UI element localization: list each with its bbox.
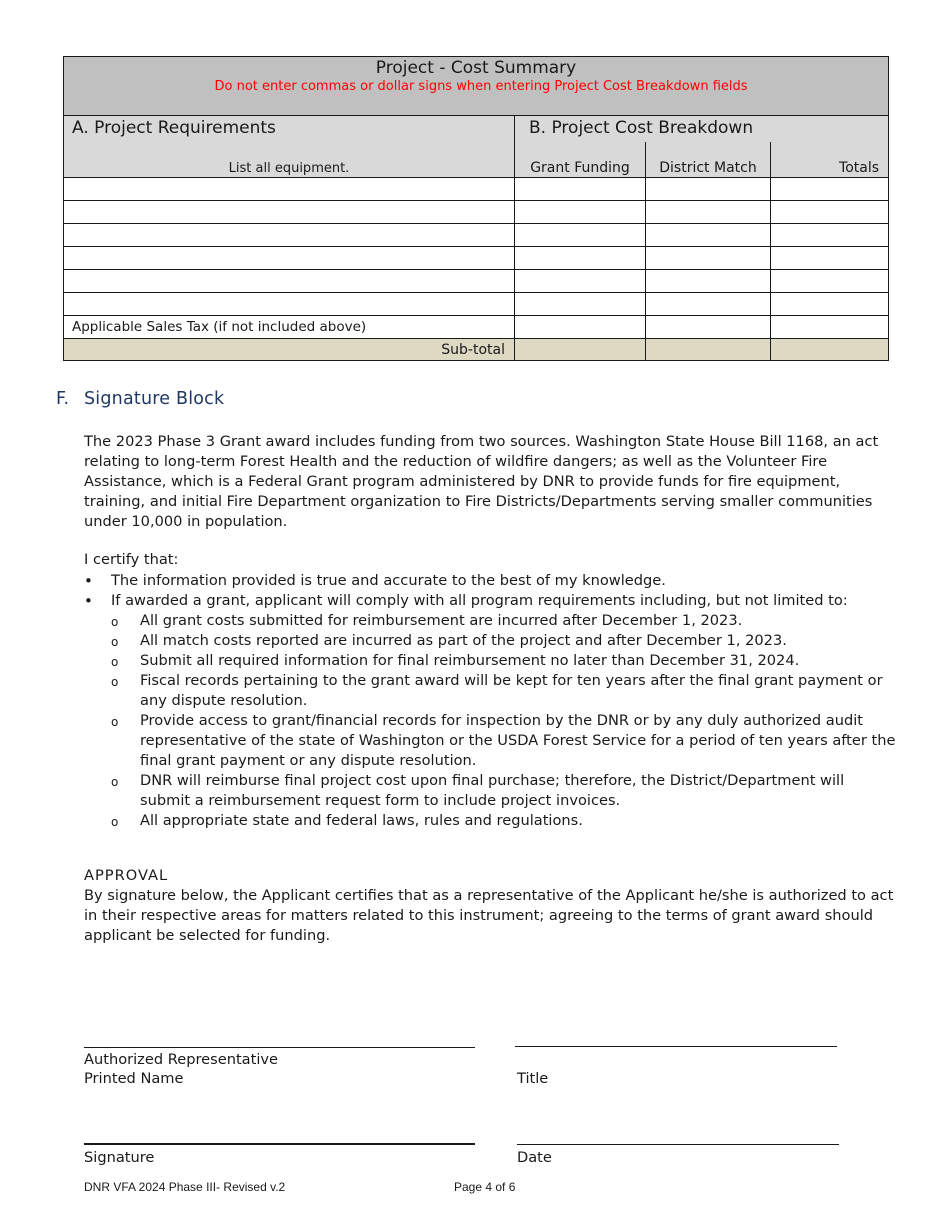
district-match-input[interactable] <box>646 201 771 224</box>
title-line[interactable] <box>515 1046 837 1047</box>
subtotal-total-field <box>771 339 889 361</box>
bullet-text: If awarded a grant, applicant will comply with all program requirements including, but not limited to: <box>111 592 848 609</box>
table-row <box>64 224 889 247</box>
grant-funding-input[interactable] <box>515 224 646 247</box>
subtotal-row <box>64 339 889 361</box>
totals-input[interactable] <box>771 224 889 247</box>
printed-name-line[interactable] <box>84 1047 475 1048</box>
district-match-input[interactable] <box>646 178 771 201</box>
bullet-text: The information provided is true and accurate to the best of my knowledge. <box>111 572 666 589</box>
district-match-input[interactable] <box>646 293 771 316</box>
signature-line[interactable] <box>84 1143 475 1145</box>
requirement-input[interactable] <box>64 201 515 224</box>
date-label: Date <box>517 1149 552 1166</box>
section-letter: F. <box>56 389 70 409</box>
list-item: o Submit all required information for final reimbursement no later than December 31, 2024. <box>111 651 896 671</box>
table-row <box>64 270 889 293</box>
footer-doc-id: DNR VFA 2024 Phase III- Revised v.2 <box>84 1180 286 1194</box>
list-item: o Provide access to grant/financial records for inspection by the DNR or by any duly authorized audit representative of the state of Washington or the USDA Forest Service for a period of ten years after the final grant payment or any dispute resolution. <box>111 711 896 771</box>
subtotal-grant-field <box>515 339 646 361</box>
project-cost-breakdown-header <box>515 116 889 143</box>
list-item <box>84 591 896 831</box>
requirements-sublist <box>111 611 896 831</box>
approval-paragraph: By signature below, the Applicant certifies that as a representative of the Applicant he/she is authorized to act in their respective areas for matters related to this instrument; agreeing to the terms of grant award should applicant be selected for funding. <box>84 887 894 944</box>
district-match-header: District Match <box>646 142 771 178</box>
subtotal-match-field <box>646 339 771 361</box>
totals-input[interactable] <box>771 247 889 270</box>
list-item: o All appropriate state and federal laws, rules and regulations. <box>111 811 896 831</box>
list-item <box>84 571 896 591</box>
certification-list <box>84 571 896 831</box>
printed-name-label <box>84 1050 278 1088</box>
grant-funding-input[interactable] <box>515 178 646 201</box>
grant-funding-input[interactable] <box>515 201 646 224</box>
section-a-title: A. Project Requirements <box>72 118 276 138</box>
section-title: Signature Block <box>84 389 225 409</box>
cost-summary-title: Project - Cost Summary <box>375 58 577 78</box>
requirement-input[interactable] <box>64 178 515 201</box>
signature-block-heading <box>56 389 224 409</box>
date-line[interactable] <box>517 1144 839 1145</box>
totals-input[interactable] <box>771 270 889 293</box>
cost-summary-header <box>64 57 889 116</box>
rep-label-line1: Authorized Representative <box>84 1051 279 1068</box>
requirement-input[interactable] <box>64 224 515 247</box>
table-row <box>64 293 889 316</box>
grant-funding-header: Grant Funding <box>515 142 646 178</box>
list-item: o DNR will reimburse final project cost upon final purchase; therefore, the District/Department will submit a reimbursement request form to include project invoices. <box>111 771 896 811</box>
approval-heading: APPROVAL <box>84 867 169 884</box>
list-all-equipment-note: List all equipment. <box>228 161 350 176</box>
list-item: o Fiscal records pertaining to the grant award will be kept for ten years after the final grant payment or any dispute resolution. <box>111 671 896 711</box>
totals-header: Totals <box>771 142 889 178</box>
district-match-input[interactable] <box>646 270 771 293</box>
table-row <box>64 247 889 270</box>
totals-input[interactable] <box>771 293 889 316</box>
certify-intro: I certify that: <box>84 551 179 568</box>
list-item: o All match costs reported are incurred as part of the project and after December 1, 2023. <box>111 631 896 651</box>
requirement-input[interactable] <box>64 293 515 316</box>
cost-summary-table <box>63 56 889 361</box>
cost-summary-warning: Do not enter commas or dollar signs when entering Project Cost Breakdown fields <box>214 79 748 94</box>
section-b-title: B. Project Cost Breakdown <box>529 118 754 138</box>
grant-funding-input[interactable] <box>515 293 646 316</box>
project-requirements-header <box>64 116 515 178</box>
district-match-input[interactable] <box>646 247 771 270</box>
requirement-input[interactable] <box>64 270 515 293</box>
signature-label: Signature <box>84 1149 155 1166</box>
sales-tax-label: Applicable Sales Tax (if not included above) <box>64 316 515 339</box>
rep-label-line2: Printed Name <box>84 1070 184 1087</box>
sales-tax-row <box>64 316 889 339</box>
table-row <box>64 178 889 201</box>
requirement-input[interactable] <box>64 247 515 270</box>
grant-award-paragraph: The 2023 Phase 3 Grant award includes funding from two sources. Washington State House Bill 1168, an act relating to long-term Forest Health and the reduction of wildfire dangers; as well as the Volunteer Fire Assistance, which is a Federal Grant program administered by DNR to provide funds for fire equipment, training, and initial Fire Department organization to Fire Districts/Departments serving smaller communities under 10,000 in population. <box>84 433 879 530</box>
totals-input[interactable] <box>771 178 889 201</box>
list-item: o All grant costs submitted for reimbursement are incurred after December 1, 2023. <box>111 611 896 631</box>
sales-tax-grant-input[interactable] <box>515 316 646 339</box>
totals-input[interactable] <box>771 201 889 224</box>
footer-page-number: Page 4 of 6 <box>454 1180 516 1194</box>
subtotal-label: Sub-total <box>64 339 515 361</box>
grant-funding-input[interactable] <box>515 247 646 270</box>
grant-funding-input[interactable] <box>515 270 646 293</box>
table-row <box>64 201 889 224</box>
sales-tax-total-input[interactable] <box>771 316 889 339</box>
district-match-input[interactable] <box>646 224 771 247</box>
sales-tax-match-input[interactable] <box>646 316 771 339</box>
title-label: Title <box>517 1070 549 1087</box>
